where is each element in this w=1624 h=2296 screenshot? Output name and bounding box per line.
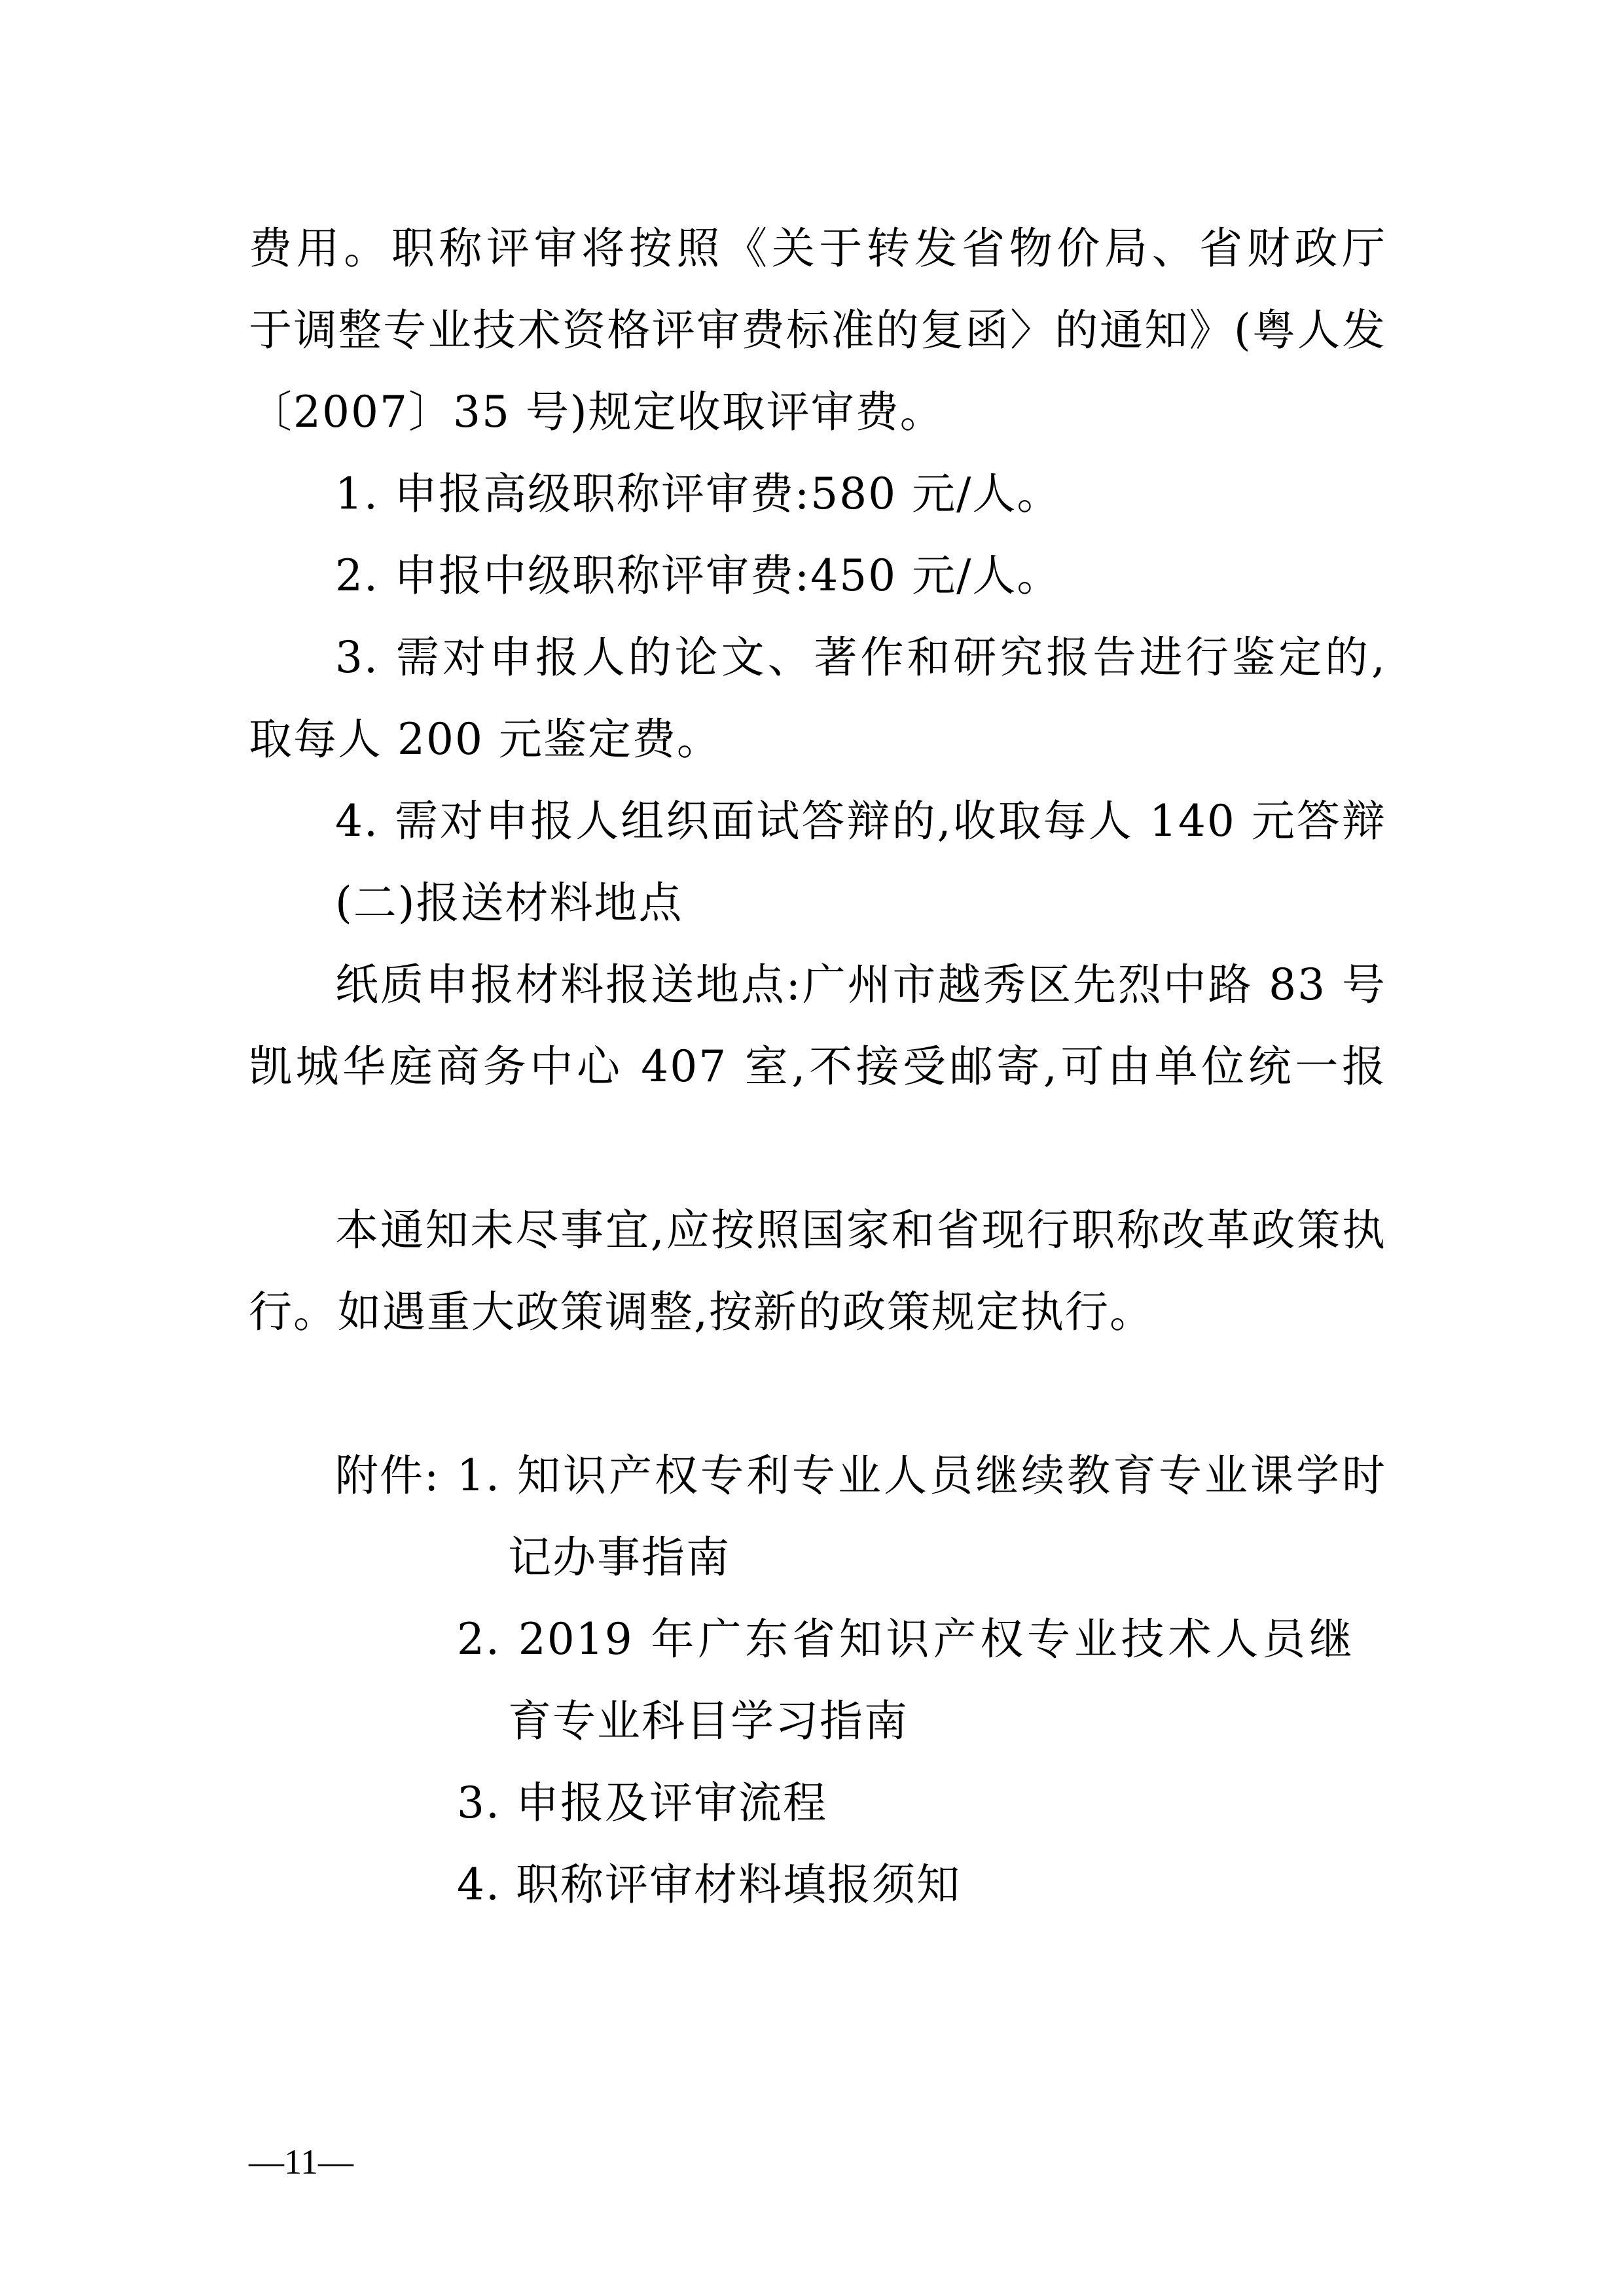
attachment-item: 4. 职称评审材料填报须知 [457, 1859, 961, 1910]
fee-item-appraisal-cont: 取每人 200 元鉴定费。 [249, 714, 721, 764]
attachment-item: 1. 知识产权专利专业人员继续教育专业课学时 [457, 1450, 1386, 1501]
paragraph-line: 于调整专业技术资格评审费标准的复函〉的通知》(粤人发 [249, 305, 1386, 355]
address-line: 纸质申报材料报送地点:广州市越秀区先烈中路 83 号 [335, 960, 1386, 1010]
section-heading: (二)报送材料地点 [335, 878, 683, 928]
paragraph-line: 〔2007〕35 号)规定收取评审费。 [249, 387, 945, 437]
attachment-item: 3. 申报及评审流程 [457, 1778, 827, 1828]
page-number: —11— [249, 2142, 353, 2181]
attachment-item-cont: 育专业科目学习指南 [508, 1696, 909, 1746]
fee-item-senior: 1. 申报高级职称评审费:580 元/人。 [335, 469, 1062, 519]
attachment-item-cont: 记办事指南 [508, 1532, 731, 1583]
fee-item-intermediate: 2. 申报中级职称评审费:450 元/人。 [335, 550, 1062, 601]
fee-item-defense: 4. 需对申报人组织面试答辩的,收取每人 140 元答辩 [335, 796, 1386, 846]
address-line: 凯城华庭商务中心 407 室,不接受邮寄,可由单位统一报 [249, 1041, 1386, 1092]
policy-line: 本通知未尽事宜,应按照国家和省现行职称改革政策执 [335, 1205, 1386, 1255]
attachments-label: 附件: [335, 1450, 441, 1501]
fee-item-appraisal: 3. 需对申报人的论文、著作和研究报告进行鉴定的, [335, 632, 1386, 683]
paragraph-line: 费用。职称评审将按照《关于转发省物价局、省财政厅 [249, 223, 1386, 274]
policy-line: 行。如遇重大政策调整,按新的政策规定执行。 [249, 1287, 1154, 1337]
attachment-item: 2. 2019 年广东省知识产权专业技术人员继 [457, 1614, 1354, 1664]
